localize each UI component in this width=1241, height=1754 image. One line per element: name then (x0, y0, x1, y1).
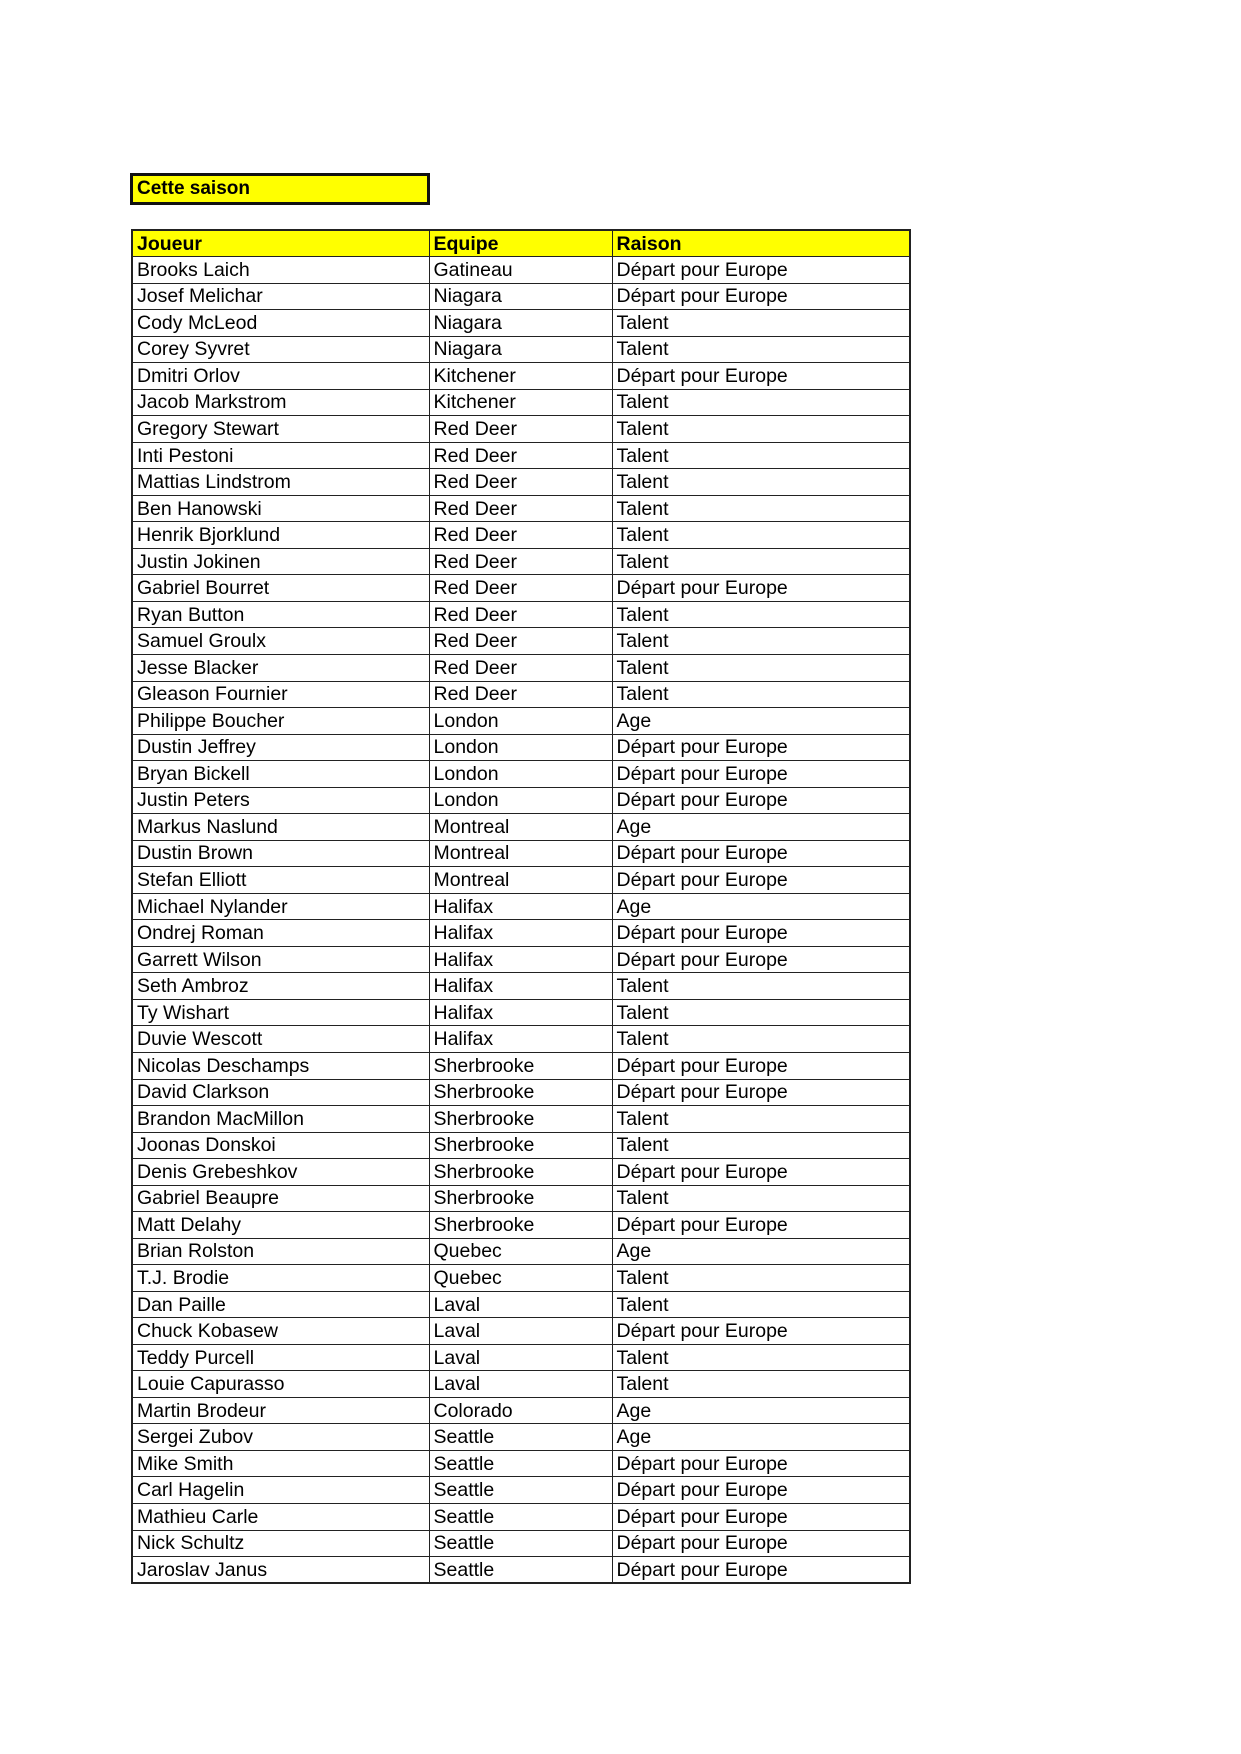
player-name-cell: Justin Jokinen (132, 548, 429, 575)
player-name-cell: Jaroslav Janus (132, 1557, 429, 1584)
player-name-cell: Garrett Wilson (132, 946, 429, 973)
table-row (132, 1477, 910, 1504)
player-name-cell: Brooks Laich (132, 257, 429, 284)
player-name-cell: Carl Hagelin (132, 1477, 429, 1504)
table-row (132, 840, 910, 867)
team-cell: Seattle (429, 1530, 612, 1557)
team-cell: Seattle (429, 1557, 612, 1584)
reason-cell: Départ pour Europe (612, 575, 910, 602)
player-name-cell: Inti Pestoni (132, 442, 429, 469)
team-cell: Sherbrooke (429, 1212, 612, 1239)
table-row (132, 1238, 910, 1265)
reason-cell: Départ pour Europe (612, 257, 910, 284)
team-cell: Seattle (429, 1424, 612, 1451)
team-cell: Kitchener (429, 389, 612, 416)
table-row (132, 681, 910, 708)
reason-cell: Age (612, 1397, 910, 1424)
table-row (132, 1397, 910, 1424)
player-name-cell: Gabriel Beaupre (132, 1185, 429, 1212)
reason-cell: Talent (612, 522, 910, 549)
reason-cell: Talent (612, 495, 910, 522)
reason-cell: Départ pour Europe (612, 283, 910, 310)
table-row (132, 1424, 910, 1451)
player-name-cell: David Clarkson (132, 1079, 429, 1106)
team-cell: Laval (429, 1318, 612, 1345)
table-row (132, 1371, 910, 1398)
player-name-cell: Stefan Elliott (132, 867, 429, 894)
table-row (132, 734, 910, 761)
table-row (132, 1318, 910, 1345)
table-row (132, 999, 910, 1026)
table-row (132, 1557, 910, 1584)
table-row (132, 1344, 910, 1371)
table-row (132, 946, 910, 973)
reason-cell: Talent (612, 442, 910, 469)
table-row (132, 283, 910, 310)
table-row (132, 1450, 910, 1477)
team-cell: Sherbrooke (429, 1106, 612, 1133)
team-cell: Halifax (429, 999, 612, 1026)
team-cell: London (429, 761, 612, 788)
player-name-cell: Justin Peters (132, 787, 429, 814)
player-name-cell: Philippe Boucher (132, 708, 429, 735)
team-cell: London (429, 734, 612, 761)
reason-cell: Talent (612, 1026, 910, 1053)
team-cell: Red Deer (429, 522, 612, 549)
player-name-cell: Cody McLeod (132, 310, 429, 337)
team-cell: Montreal (429, 814, 612, 841)
player-name-cell: Martin Brodeur (132, 1397, 429, 1424)
reason-cell: Talent (612, 1185, 910, 1212)
table-row (132, 310, 910, 337)
team-cell: Laval (429, 1344, 612, 1371)
table-row (132, 761, 910, 788)
team-cell: Halifax (429, 920, 612, 947)
table-row (132, 1530, 910, 1557)
table-row (132, 814, 910, 841)
player-name-cell: Mattias Lindstrom (132, 469, 429, 496)
table-row (132, 867, 910, 894)
table-row (132, 548, 910, 575)
reason-cell: Talent (612, 1132, 910, 1159)
player-name-cell: T.J. Brodie (132, 1265, 429, 1292)
team-cell: London (429, 787, 612, 814)
player-name-cell: Markus Naslund (132, 814, 429, 841)
player-name-cell: Brian Rolston (132, 1238, 429, 1265)
table-row (132, 1291, 910, 1318)
table-row (132, 1026, 910, 1053)
player-name-cell: Seth Ambroz (132, 973, 429, 1000)
reason-cell: Départ pour Europe (612, 867, 910, 894)
team-cell: Colorado (429, 1397, 612, 1424)
team-cell: Seattle (429, 1450, 612, 1477)
reason-cell: Talent (612, 1106, 910, 1133)
team-cell: Halifax (429, 973, 612, 1000)
player-name-cell: Matt Delahy (132, 1212, 429, 1239)
table-row (132, 495, 910, 522)
table-row (132, 920, 910, 947)
table-row (132, 442, 910, 469)
reason-cell: Age (612, 1238, 910, 1265)
table-row (132, 1132, 910, 1159)
reason-cell: Talent (612, 548, 910, 575)
reason-cell: Talent (612, 601, 910, 628)
team-cell: Seattle (429, 1477, 612, 1504)
reason-cell: Talent (612, 310, 910, 337)
players-table (131, 229, 911, 1584)
reason-cell: Talent (612, 655, 910, 682)
reason-cell: Age (612, 708, 910, 735)
team-cell: Seattle (429, 1504, 612, 1531)
table-row (132, 655, 910, 682)
table-row (132, 257, 910, 284)
team-cell: Laval (429, 1371, 612, 1398)
player-name-cell: Dan Paille (132, 1291, 429, 1318)
team-cell: Kitchener (429, 363, 612, 390)
table-row (132, 973, 910, 1000)
team-cell: Montreal (429, 840, 612, 867)
reason-cell: Départ pour Europe (612, 946, 910, 973)
player-name-cell: Ben Hanowski (132, 495, 429, 522)
player-name-cell: Jacob Markstrom (132, 389, 429, 416)
team-cell: Red Deer (429, 548, 612, 575)
team-cell: Niagara (429, 336, 612, 363)
table-row (132, 469, 910, 496)
reason-cell: Talent (612, 628, 910, 655)
player-name-cell: Dustin Brown (132, 840, 429, 867)
reason-cell: Talent (612, 1371, 910, 1398)
reason-cell: Départ pour Europe (612, 920, 910, 947)
reason-cell: Talent (612, 681, 910, 708)
team-cell: Red Deer (429, 575, 612, 602)
reason-cell: Talent (612, 469, 910, 496)
reason-cell: Départ pour Europe (612, 1530, 910, 1557)
reason-cell: Départ pour Europe (612, 1212, 910, 1239)
team-cell: Halifax (429, 893, 612, 920)
player-name-cell: Louie Capurasso (132, 1371, 429, 1398)
player-name-cell: Dmitri Orlov (132, 363, 429, 390)
player-name-cell: Dustin Jeffrey (132, 734, 429, 761)
reason-cell: Age (612, 814, 910, 841)
player-name-cell: Michael Nylander (132, 893, 429, 920)
team-cell: Niagara (429, 283, 612, 310)
player-name-cell: Henrik Bjorklund (132, 522, 429, 549)
player-name-cell: Gregory Stewart (132, 416, 429, 443)
team-cell: Sherbrooke (429, 1159, 612, 1186)
player-name-cell: Mike Smith (132, 1450, 429, 1477)
table-row (132, 1212, 910, 1239)
reason-cell: Talent (612, 389, 910, 416)
reason-cell: Age (612, 893, 910, 920)
player-name-cell: Jesse Blacker (132, 655, 429, 682)
team-cell: Sherbrooke (429, 1185, 612, 1212)
reason-cell: Départ pour Europe (612, 1079, 910, 1106)
player-name-cell: Ondrej Roman (132, 920, 429, 947)
reason-cell: Départ pour Europe (612, 734, 910, 761)
player-name-cell: Bryan Bickell (132, 761, 429, 788)
reason-cell: Départ pour Europe (612, 761, 910, 788)
player-name-cell: Mathieu Carle (132, 1504, 429, 1531)
reason-cell: Talent (612, 416, 910, 443)
team-cell: Halifax (429, 946, 612, 973)
table-row (132, 575, 910, 602)
player-name-cell: Sergei Zubov (132, 1424, 429, 1451)
team-cell: Red Deer (429, 655, 612, 682)
team-cell: Sherbrooke (429, 1079, 612, 1106)
reason-cell: Talent (612, 336, 910, 363)
table-row (132, 787, 910, 814)
table-row (132, 628, 910, 655)
reason-cell: Départ pour Europe (612, 787, 910, 814)
player-name-cell: Ryan Button (132, 601, 429, 628)
section-title: Cette saison (130, 173, 430, 205)
table-row (132, 1079, 910, 1106)
table-row (132, 893, 910, 920)
reason-cell: Talent (612, 999, 910, 1026)
header-row (132, 230, 910, 257)
reason-cell: Départ pour Europe (612, 1477, 910, 1504)
player-name-cell: Gabriel Bourret (132, 575, 429, 602)
table-row (132, 416, 910, 443)
player-name-cell: Gleason Fournier (132, 681, 429, 708)
team-cell: London (429, 708, 612, 735)
team-cell: Red Deer (429, 495, 612, 522)
team-cell: Laval (429, 1291, 612, 1318)
table-row (132, 1504, 910, 1531)
header-raison: Raison (612, 230, 910, 257)
team-cell: Red Deer (429, 469, 612, 496)
player-name-cell: Nicolas Deschamps (132, 1052, 429, 1079)
team-cell: Gatineau (429, 257, 612, 284)
reason-cell: Talent (612, 1344, 910, 1371)
reason-cell: Départ pour Europe (612, 1159, 910, 1186)
reason-cell: Départ pour Europe (612, 1450, 910, 1477)
table-row (132, 1185, 910, 1212)
player-name-cell: Chuck Kobasew (132, 1318, 429, 1345)
team-cell: Quebec (429, 1238, 612, 1265)
reason-cell: Départ pour Europe (612, 1318, 910, 1345)
player-name-cell: Ty Wishart (132, 999, 429, 1026)
reason-cell: Age (612, 1424, 910, 1451)
table-row (132, 336, 910, 363)
table-row (132, 389, 910, 416)
reason-cell: Talent (612, 973, 910, 1000)
player-name-cell: Nick Schultz (132, 1530, 429, 1557)
table-row (132, 363, 910, 390)
reason-cell: Départ pour Europe (612, 840, 910, 867)
reason-cell: Départ pour Europe (612, 1504, 910, 1531)
team-cell: Quebec (429, 1265, 612, 1292)
team-cell: Sherbrooke (429, 1132, 612, 1159)
table-row (132, 708, 910, 735)
table-row (132, 1052, 910, 1079)
player-name-cell: Samuel Groulx (132, 628, 429, 655)
team-cell: Red Deer (429, 628, 612, 655)
table-row (132, 522, 910, 549)
table-row (132, 601, 910, 628)
reason-cell: Départ pour Europe (612, 1557, 910, 1584)
team-cell: Red Deer (429, 416, 612, 443)
team-cell: Montreal (429, 867, 612, 894)
reason-cell: Talent (612, 1265, 910, 1292)
player-name-cell: Corey Syvret (132, 336, 429, 363)
player-name-cell: Brandon MacMillon (132, 1106, 429, 1133)
team-cell: Red Deer (429, 681, 612, 708)
team-cell: Niagara (429, 310, 612, 337)
player-name-cell: Denis Grebeshkov (132, 1159, 429, 1186)
reason-cell: Départ pour Europe (612, 363, 910, 390)
player-name-cell: Josef Melichar (132, 283, 429, 310)
reason-cell: Départ pour Europe (612, 1052, 910, 1079)
player-name-cell: Teddy Purcell (132, 1344, 429, 1371)
team-cell: Red Deer (429, 601, 612, 628)
team-cell: Sherbrooke (429, 1052, 612, 1079)
table-row (132, 1159, 910, 1186)
team-cell: Red Deer (429, 442, 612, 469)
player-name-cell: Duvie Wescott (132, 1026, 429, 1053)
reason-cell: Talent (612, 1291, 910, 1318)
player-name-cell: Joonas Donskoi (132, 1132, 429, 1159)
team-cell: Halifax (429, 1026, 612, 1053)
table-row (132, 1106, 910, 1133)
header-equipe: Equipe (429, 230, 612, 257)
table-row (132, 1265, 910, 1292)
header-joueur: Joueur (132, 230, 429, 257)
